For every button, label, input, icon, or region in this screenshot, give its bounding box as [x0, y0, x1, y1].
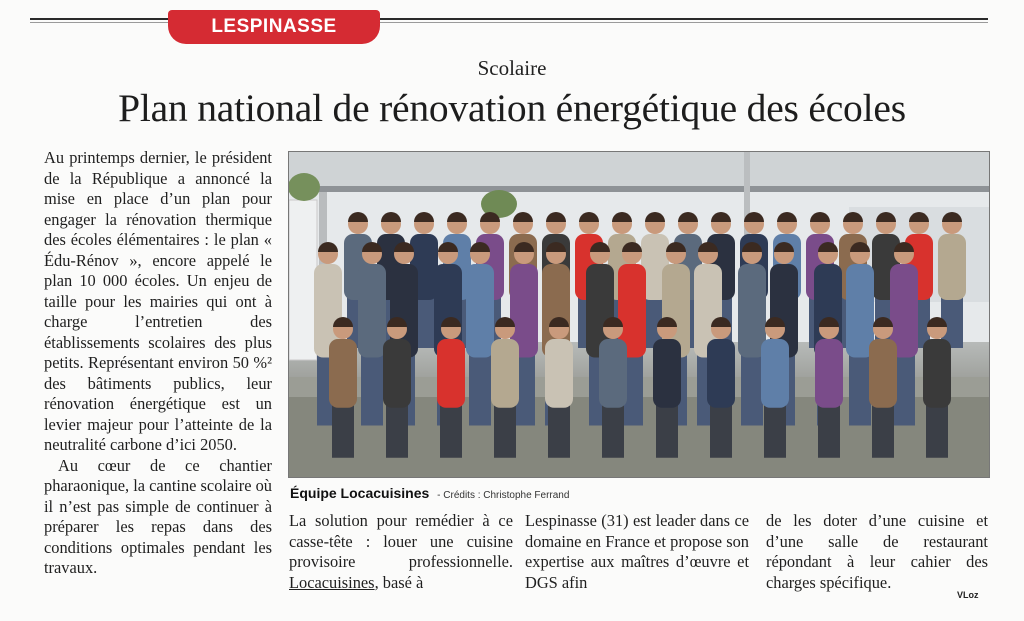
section-banner — [168, 10, 380, 44]
section-label: LESPINASSE — [211, 16, 337, 37]
paragraph-1: Au printemps dernier, le président de la République a annoncé la mise en place d’un plan pour engager la rénovation thermique des écoles élémentaires : le plan « Édu-Rénov », encore appelé le plan 10 000 écoles. Un enjeu de taille pour les mairies qui ont à charge l’entretien des établissements scolaires des plus petits. Représentant environ 50 %² des bâtiments publics, leur rénovation énergétique est un levier majeur pour l’atteinte de la neutralité carbone d’ici 2050. — [44, 148, 272, 454]
paragraph-3-start: La solution pour remédier à ce casse-tête : louer une cuisine provisoire professionnelle. — [289, 511, 513, 571]
article-headline: Plan national de rénovation énergétique des écoles — [118, 86, 906, 130]
photo-caption — [290, 485, 990, 501]
team-photo — [288, 151, 990, 478]
team-photo-illustration — [289, 152, 989, 477]
caption-credit: - Crédits : Christophe Ferrand — [437, 490, 570, 501]
body-column-4 — [766, 511, 988, 593]
paragraph-3 — [289, 511, 513, 593]
body-column-2 — [289, 511, 513, 593]
author-signature: VLoz — [957, 590, 979, 600]
paragraph-4: Lespinasse (31) est leader dans ce domaine en France et propose son expertise aux maîtres d’œuvre et DGS afin — [525, 511, 749, 592]
caption-title: Équipe Locacuisines — [290, 485, 430, 501]
locacuisines-link[interactable]: Locacuisines — [289, 572, 375, 592]
article-kicker: Scolaire — [477, 56, 547, 80]
body-column-3 — [525, 511, 749, 593]
body-column-1 — [44, 148, 272, 579]
paragraph-5: de les doter d’une cuisine et d’une salle de restaurant répondant à leur cahier des charges spécifique. — [766, 511, 988, 592]
paragraph-2: Au cœur de ce chantier pharaonique, la cantine scolaire où il n’est pas simple de continuer à préparer les repas dans des conditions optimales pendant les travaux. — [44, 455, 273, 577]
paragraph-3-end: , basé à — [374, 572, 424, 592]
